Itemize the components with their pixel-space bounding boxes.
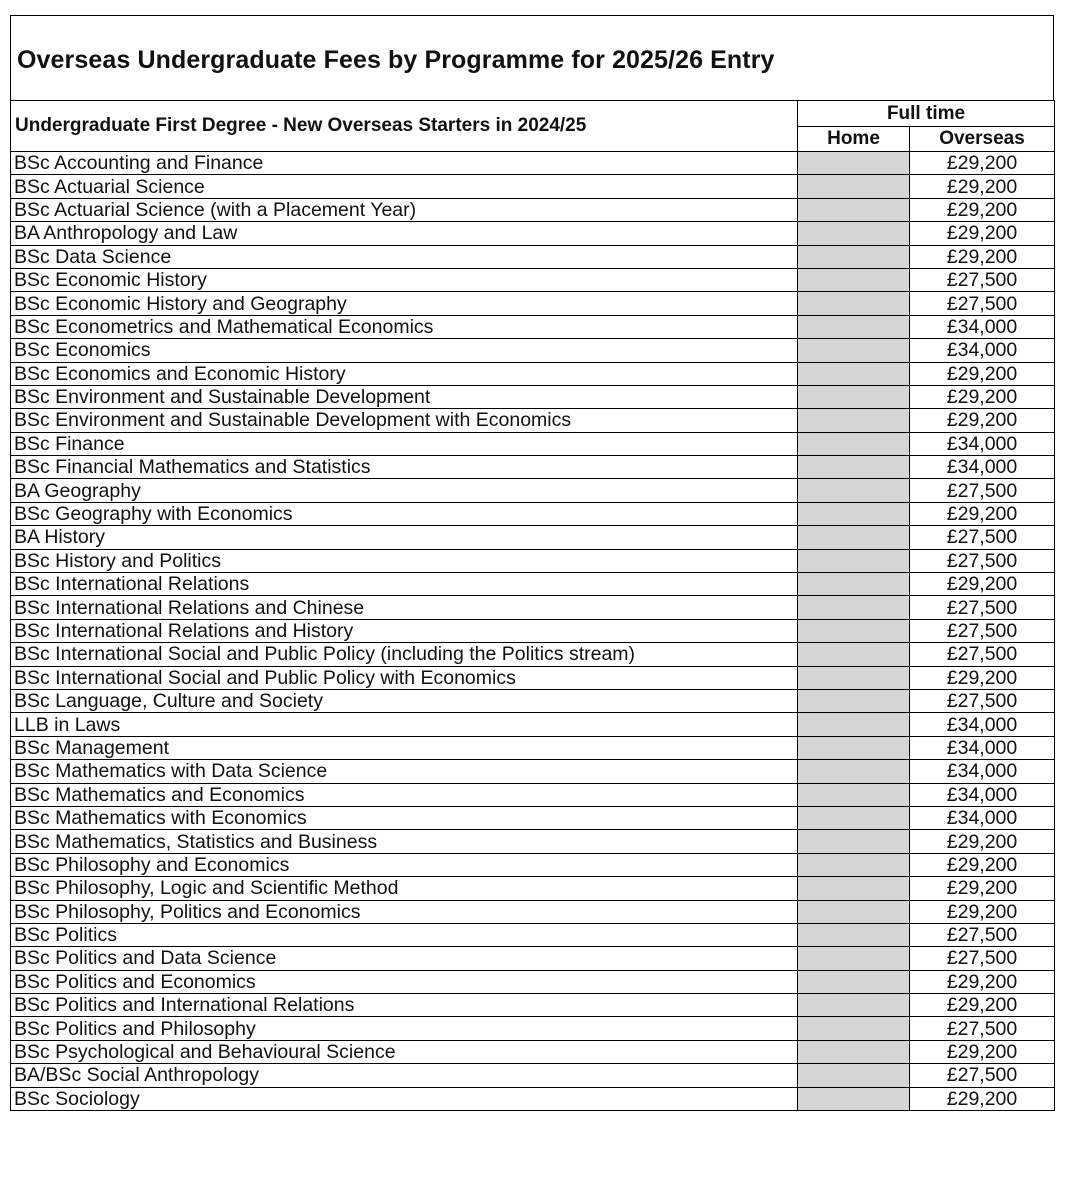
overseas-fee-cell: £29,200: [910, 900, 1055, 923]
programme-cell: BSc Psychological and Behavioural Science: [11, 1040, 798, 1063]
overseas-fee-cell: £34,000: [910, 339, 1055, 362]
programme-cell: BSc Politics and Philosophy: [11, 1017, 798, 1040]
overseas-fee-cell: £34,000: [910, 806, 1055, 829]
overseas-fee-cell: £29,200: [910, 994, 1055, 1017]
programme-cell: BSc Finance: [11, 432, 798, 455]
overseas-fee-cell: £34,000: [910, 783, 1055, 806]
home-fee-cell: [798, 339, 910, 362]
overseas-fee-cell: £27,500: [910, 479, 1055, 502]
home-fee-cell: [798, 713, 910, 736]
table-row: [11, 596, 1055, 619]
overseas-fee-cell: £29,200: [910, 1087, 1055, 1110]
home-fee-cell: [798, 152, 910, 175]
programme-cell: BSc Economics and Economic History: [11, 362, 798, 385]
home-fee-cell: [798, 643, 910, 666]
table-row: [11, 198, 1055, 221]
overseas-fee-cell: £29,200: [910, 970, 1055, 993]
overseas-fee-cell: £27,500: [910, 689, 1055, 712]
home-fee-cell: [798, 666, 910, 689]
table-row: [11, 573, 1055, 596]
table-row: [11, 947, 1055, 970]
home-fee-cell: [798, 947, 910, 970]
table-row: [11, 994, 1055, 1017]
overseas-fee-cell: £34,000: [910, 315, 1055, 338]
table-row: [11, 783, 1055, 806]
table-row: [11, 549, 1055, 572]
home-fee-cell: [798, 760, 910, 783]
table-body: [11, 152, 1055, 1111]
programme-cell: BSc Philosophy, Logic and Scientific Method: [11, 877, 798, 900]
programme-cell: BSc Data Science: [11, 245, 798, 268]
overseas-fee-cell: £27,500: [910, 1064, 1055, 1087]
overseas-fee-cell: £29,200: [910, 502, 1055, 525]
overseas-fee-cell: £29,200: [910, 1040, 1055, 1063]
home-fee-cell: [798, 315, 910, 338]
home-fee-cell: [798, 432, 910, 455]
programme-cell: BSc Economics: [11, 339, 798, 362]
overseas-fee-cell: £27,500: [910, 526, 1055, 549]
overseas-fee-cell: £27,500: [910, 292, 1055, 315]
programme-cell: BSc Politics and Economics: [11, 970, 798, 993]
home-fee-cell: [798, 385, 910, 408]
programme-cell: BSc Mathematics, Statistics and Business: [11, 830, 798, 853]
overseas-fee-cell: £34,000: [910, 456, 1055, 479]
programme-cell: BA Anthropology and Law: [11, 222, 798, 245]
home-fee-cell: [798, 526, 910, 549]
table-row: [11, 175, 1055, 198]
table-row: [11, 479, 1055, 502]
programme-cell: BSc Sociology: [11, 1087, 798, 1110]
home-fee-cell: [798, 1017, 910, 1040]
programme-cell: BSc Financial Mathematics and Statistics: [11, 456, 798, 479]
table-row: [11, 432, 1055, 455]
overseas-fee-cell: £27,500: [910, 643, 1055, 666]
table-row: [11, 222, 1055, 245]
programme-cell: BSc International Relations and Chinese: [11, 596, 798, 619]
title-box: [10, 15, 1054, 100]
home-fee-cell: [798, 619, 910, 642]
programme-cell: BSc International Social and Public Policy (including the Politics stream): [11, 643, 798, 666]
programme-cell: BSc Environment and Sustainable Development: [11, 385, 798, 408]
overseas-fee-cell: £29,200: [910, 877, 1055, 900]
home-fee-cell: [798, 292, 910, 315]
overseas-fee-cell: £29,200: [910, 152, 1055, 175]
table-row: [11, 666, 1055, 689]
table-row: [11, 1017, 1055, 1040]
overseas-column-header: Overseas: [910, 127, 1055, 152]
table-row: [11, 1087, 1055, 1110]
overseas-fee-cell: £29,200: [910, 666, 1055, 689]
programme-cell: BSc Mathematics with Data Science: [11, 760, 798, 783]
overseas-fee-cell: £34,000: [910, 736, 1055, 759]
home-fee-cell: [798, 923, 910, 946]
home-fee-cell: [798, 479, 910, 502]
home-fee-cell: [798, 596, 910, 619]
programme-cell: LLB in Laws: [11, 713, 798, 736]
table-row: [11, 1040, 1055, 1063]
table-row: [11, 385, 1055, 408]
programme-cell: BSc International Relations: [11, 573, 798, 596]
programme-cell: BSc Mathematics with Economics: [11, 806, 798, 829]
home-fee-cell: [798, 198, 910, 221]
programme-cell: BSc Philosophy, Politics and Economics: [11, 900, 798, 923]
table-row: [11, 877, 1055, 900]
home-fee-cell: [798, 222, 910, 245]
home-fee-cell: [798, 877, 910, 900]
home-fee-cell: [798, 573, 910, 596]
table-row: [11, 152, 1055, 175]
table-row: [11, 292, 1055, 315]
overseas-fee-cell: £29,200: [910, 198, 1055, 221]
full-time-heading: Full time: [798, 101, 1055, 127]
programme-cell: BSc Mathematics and Economics: [11, 783, 798, 806]
home-fee-cell: [798, 1040, 910, 1063]
overseas-fee-cell: £29,200: [910, 362, 1055, 385]
home-fee-cell: [798, 1087, 910, 1110]
programme-cell: BSc Environment and Sustainable Development with Economics: [11, 409, 798, 432]
programme-cell: BSc International Relations and History: [11, 619, 798, 642]
table-row: [11, 970, 1055, 993]
programme-cell: BSc International Social and Public Policy with Economics: [11, 666, 798, 689]
table-row: [11, 853, 1055, 876]
home-fee-cell: [798, 549, 910, 572]
table-row: [11, 736, 1055, 759]
table-row: [11, 760, 1055, 783]
overseas-fee-cell: £29,200: [910, 853, 1055, 876]
table-row: [11, 713, 1055, 736]
table-row: [11, 689, 1055, 712]
home-fee-cell: [798, 853, 910, 876]
table-row: [11, 502, 1055, 525]
overseas-fee-cell: £29,200: [910, 409, 1055, 432]
programme-cell: BSc Politics and Data Science: [11, 947, 798, 970]
home-fee-cell: [798, 362, 910, 385]
home-fee-cell: [798, 456, 910, 479]
table-row: [11, 456, 1055, 479]
overseas-fee-cell: £27,500: [910, 596, 1055, 619]
programme-cell: BSc Actuarial Science (with a Placement Year): [11, 198, 798, 221]
home-column-header: Home: [798, 127, 910, 152]
programme-cell: BSc Politics: [11, 923, 798, 946]
table-row: [11, 923, 1055, 946]
overseas-fee-cell: £27,500: [910, 619, 1055, 642]
programme-cell: BSc Economic History: [11, 268, 798, 291]
overseas-fee-cell: £34,000: [910, 760, 1055, 783]
programme-cell: BSc Econometrics and Mathematical Economics: [11, 315, 798, 338]
table-row: [11, 339, 1055, 362]
table-row: [11, 315, 1055, 338]
table-row: [11, 1064, 1055, 1087]
header-row-1: [11, 101, 1055, 127]
overseas-fee-cell: £29,200: [910, 245, 1055, 268]
programme-cell: BSc Economic History and Geography: [11, 292, 798, 315]
overseas-fee-cell: £27,500: [910, 947, 1055, 970]
home-fee-cell: [798, 245, 910, 268]
table-row: [11, 245, 1055, 268]
home-fee-cell: [798, 900, 910, 923]
overseas-fee-cell: £27,500: [910, 549, 1055, 572]
overseas-fee-cell: £29,200: [910, 830, 1055, 853]
home-fee-cell: [798, 689, 910, 712]
programme-cell: BA/BSc Social Anthropology: [11, 1064, 798, 1087]
table-row: [11, 619, 1055, 642]
programme-cell: BSc Accounting and Finance: [11, 152, 798, 175]
overseas-fee-cell: £27,500: [910, 1017, 1055, 1040]
overseas-fee-cell: £29,200: [910, 385, 1055, 408]
programme-cell: BSc Geography with Economics: [11, 502, 798, 525]
overseas-fee-cell: £29,200: [910, 222, 1055, 245]
overseas-fee-cell: £34,000: [910, 713, 1055, 736]
page-title: Overseas Undergraduate Fees by Programme for 2025/26 Entry: [17, 45, 775, 74]
table-row: [11, 526, 1055, 549]
overseas-fee-cell: £27,500: [910, 268, 1055, 291]
programme-cell: BSc Philosophy and Economics: [11, 853, 798, 876]
table-row: [11, 362, 1055, 385]
home-fee-cell: [798, 409, 910, 432]
programme-cell: BA History: [11, 526, 798, 549]
home-fee-cell: [798, 806, 910, 829]
home-fee-cell: [798, 783, 910, 806]
table-row: [11, 409, 1055, 432]
fee-sheet: [10, 15, 1054, 1111]
table-row: [11, 830, 1055, 853]
home-fee-cell: [798, 970, 910, 993]
home-fee-cell: [798, 268, 910, 291]
table-row: [11, 806, 1055, 829]
home-fee-cell: [798, 175, 910, 198]
home-fee-cell: [798, 736, 910, 759]
home-fee-cell: [798, 830, 910, 853]
section-heading: Undergraduate First Degree - New Overseas Starters in 2024/25: [11, 101, 798, 152]
overseas-fee-cell: £29,200: [910, 573, 1055, 596]
programme-cell: BSc Actuarial Science: [11, 175, 798, 198]
programme-cell: BSc History and Politics: [11, 549, 798, 572]
table-row: [11, 900, 1055, 923]
table-row: [11, 643, 1055, 666]
fees-table: [10, 100, 1055, 1111]
programme-cell: BSc Management: [11, 736, 798, 759]
programme-cell: BA Geography: [11, 479, 798, 502]
programme-cell: BSc Language, Culture and Society: [11, 689, 798, 712]
programme-cell: BSc Politics and International Relations: [11, 994, 798, 1017]
table-row: [11, 268, 1055, 291]
home-fee-cell: [798, 1064, 910, 1087]
home-fee-cell: [798, 994, 910, 1017]
overseas-fee-cell: £29,200: [910, 175, 1055, 198]
home-fee-cell: [798, 502, 910, 525]
overseas-fee-cell: £34,000: [910, 432, 1055, 455]
overseas-fee-cell: £27,500: [910, 923, 1055, 946]
